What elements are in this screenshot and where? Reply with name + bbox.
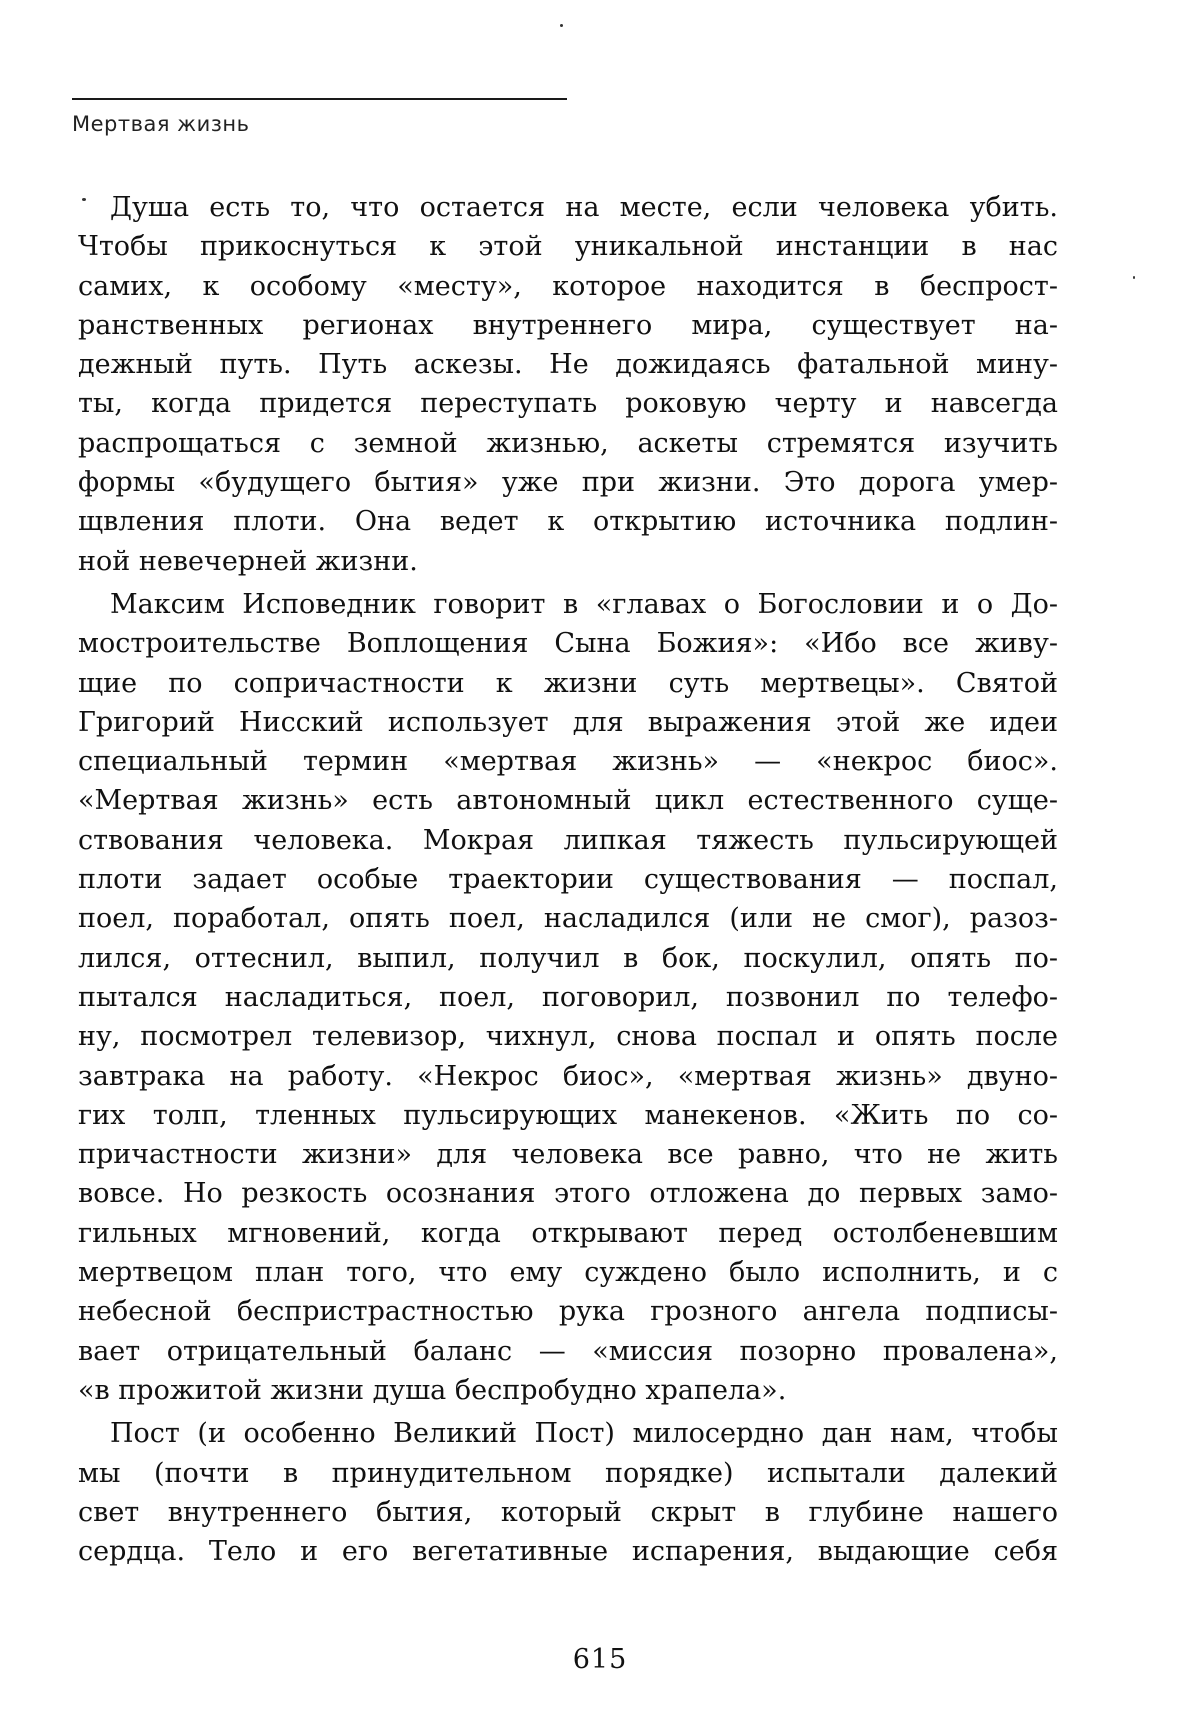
text-line: лился, оттеснил, выпил, получил в бок, поскулил, опять по- (78, 942, 1058, 974)
paragraph (78, 585, 1058, 1410)
header-rule (72, 98, 567, 100)
scan-speck (82, 198, 86, 201)
paragraph (78, 188, 1058, 581)
text-line: Пост (и особенно Великий Пост) милосердно дан нам, чтобы (110, 1418, 1058, 1450)
text-line: вовсе. Но резкость осознания этого отложена до первых замо- (78, 1178, 1058, 1210)
text-line: ной невечерней жизни. (78, 545, 418, 577)
text-line: щвления плоти. Она ведет к открытию источника подлин- (78, 506, 1058, 538)
text-line: специальный термин «мертвая жизнь» — «некрос биос». (78, 746, 1058, 778)
page-number: 615 (572, 1644, 628, 1675)
text-line: ты, когда придется переступать роковую черту и навсегда (78, 388, 1058, 420)
scan-speck (1133, 276, 1135, 279)
text-line: причастности жизни» для человека все равно, что не жить (78, 1139, 1058, 1171)
text-line: свет внутреннего бытия, который скрыт в глубине нашего (78, 1496, 1058, 1528)
text-line: сердца. Тело и его вегетативные испарения, выдающие себя (78, 1536, 1058, 1568)
running-head: Мертвая жизнь (72, 112, 250, 136)
text-line: мертвецом план того, что ему суждено было исполнить, и с (78, 1257, 1058, 1289)
text-line: мостроительстве Воплощения Сына Божия»: «Ибо все живу- (78, 628, 1058, 660)
text-line: щие по сопричастности к жизни суть мертвецы». Святой (78, 667, 1058, 699)
text-line: «в прожитой жизни душа беспробудно храпела». (78, 1374, 787, 1406)
text-line: гих толп, тленных пульсирующих манекенов. «Жить по со- (78, 1099, 1058, 1131)
text-line: вает отрицательный баланс — «миссия позорно провалена», (78, 1335, 1058, 1367)
text-line: мы (почти в принудительном порядке) испытали далекий (78, 1457, 1058, 1489)
body-text (78, 188, 1058, 1571)
text-line: самих, к особому «месту», которое находится в беспрост- (78, 270, 1058, 302)
text-line: «Мертвая жизнь» есть автономный цикл естественного суще- (78, 785, 1058, 817)
text-line: Чтобы прикоснуться к этой уникальной инстанции в нас (78, 231, 1058, 263)
scan-speck (560, 24, 563, 27)
paragraph (78, 1414, 1058, 1571)
text-line: завтрака на работу. «Некрос биос», «мертвая жизнь» двуно- (78, 1060, 1058, 1092)
text-line: Григорий Нисский использует для выражения этой же идеи (78, 706, 1058, 738)
text-line: формы «будущего бытия» уже при жизни. Это дорога умер- (78, 467, 1058, 499)
text-line: Душа есть то, что остается на месте, если человека убить. (110, 192, 1058, 223)
text-line: пытался насладиться, поел, поговорил, позвонил по телефо- (78, 981, 1058, 1013)
text-line: дежный путь. Путь аскезы. Не дожидаясь фатальной мину- (78, 349, 1058, 381)
text-line: Максим Исповедник говорит в «главах о Богословии и о До- (110, 588, 1058, 620)
text-line: ранственных регионах внутреннего мира, существует на- (78, 309, 1058, 341)
text-line: ствования человека. Мокрая липкая тяжесть пульсирующей (78, 824, 1058, 856)
text-line: поел, поработал, опять поел, насладился (или не смог), разоз- (78, 903, 1058, 935)
text-line: плоти задает особые траектории существования — поспал, (78, 864, 1058, 896)
text-line: гильных мгновений, когда открывают перед остолбеневшим (78, 1217, 1058, 1249)
text-line: ну, посмотрел телевизор, чихнул, снова поспал и опять после (78, 1021, 1058, 1053)
text-line: распрощаться с земной жизнью, аскеты стремятся изучить (78, 427, 1058, 459)
text-line: небесной беспристрастностью рука грозного ангела подписы- (78, 1296, 1058, 1328)
